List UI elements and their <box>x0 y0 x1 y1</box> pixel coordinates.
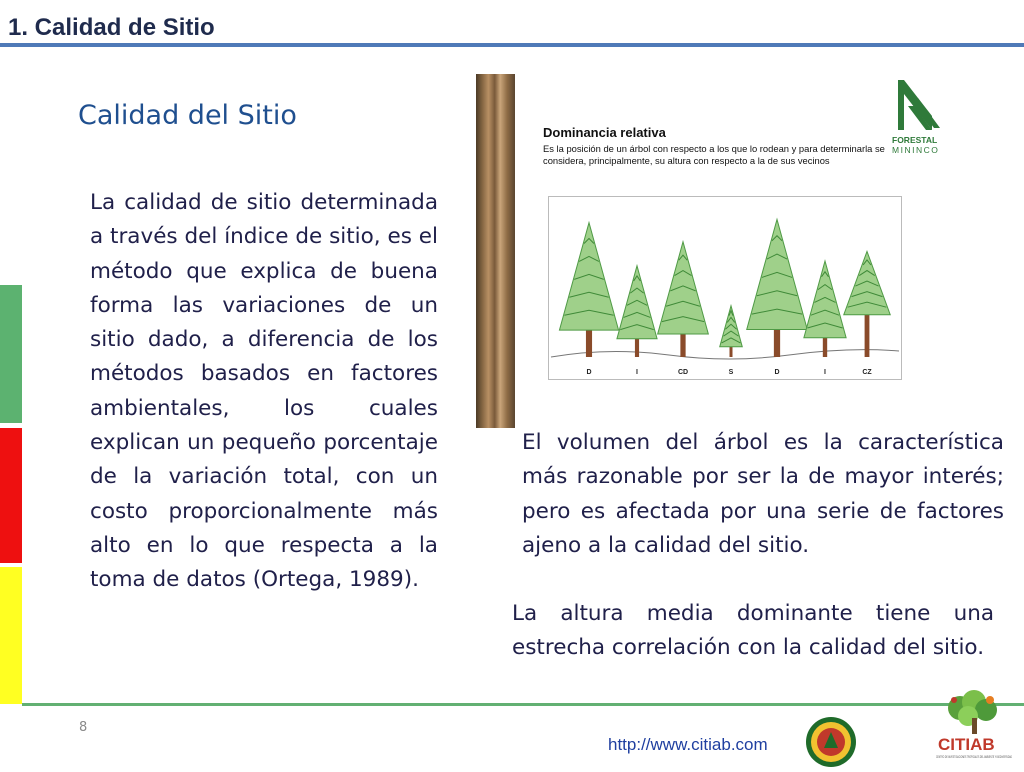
tree-2 <box>617 266 657 357</box>
slide-title: Calidad del Sitio <box>78 100 297 131</box>
forestal-logo-line2: MININCO <box>892 145 940 155</box>
figure-text: Es la posición de un árbol con respecto a los que lo rodean y para determinarla se considera, principalmente, su altura con respecto a la de sus vecinos <box>543 143 885 166</box>
tree-7 <box>844 251 890 357</box>
paragraph-right-height: La altura media dominante tiene una estrecha correlación con la calidad del sitio. <box>512 601 994 661</box>
tree-label-3: CD <box>677 369 689 376</box>
tree-label-4: S <box>728 369 734 376</box>
tree-label-2: I <box>636 369 638 376</box>
tree-label-6: I <box>824 369 826 376</box>
forestal-logo-line1: FORESTAL <box>892 135 938 145</box>
tree-illustration <box>549 197 901 379</box>
dominance-figure <box>548 196 902 380</box>
tree-label-5: D <box>774 369 780 376</box>
accent-bar-green <box>0 285 22 423</box>
tree-trunk-photo <box>476 74 515 428</box>
header-rule <box>0 43 1024 47</box>
footer-url-link[interactable]: http://www.citiab.com <box>608 735 768 754</box>
citiab-logo-subtitle: CENTRO DE INVESTIGACIONES TROPICALES DEL AMBIENTE Y BIODIVERSIDAD <box>936 755 1013 759</box>
tree-label-1: D <box>586 369 592 376</box>
university-seal-logo <box>800 712 862 768</box>
header-title: 1. Calidad de Sitio <box>8 14 215 41</box>
paragraph-right-volume: El volumen del árbol es la característica más razonable por ser la de mayor interés; pero es afectada por una serie de factores ajeno a la calidad del sitio. <box>522 430 1004 558</box>
tree-4 <box>720 306 743 357</box>
tree-1 <box>559 223 618 357</box>
accent-bar-yellow <box>0 567 22 704</box>
tree-6 <box>804 261 846 357</box>
page-number: 8 <box>79 720 88 735</box>
tree-label-7: CZ <box>862 369 872 376</box>
tree-3 <box>658 242 709 357</box>
tree-5 <box>747 219 808 357</box>
footer-rule <box>22 703 1024 706</box>
paragraph-left: La calidad de sitio determinada a través del índice de sitio, es el método que explica de buena forma las variaciones de un sitio dado, a diferencia de los métodos basados en factores ambientales, los cuales explican un pequeño porcentaje de la variación total, con un costo proporcionalmente más alto en lo que respecta a la toma de datos (Ortega, 1989). <box>90 190 438 593</box>
forestal-mininco-logo <box>888 76 948 156</box>
citiab-logo <box>924 690 1024 768</box>
accent-bar-red <box>0 428 22 563</box>
figure-heading: Dominancia relativa <box>543 125 666 140</box>
citiab-logo-name: CITIAB <box>938 735 995 754</box>
